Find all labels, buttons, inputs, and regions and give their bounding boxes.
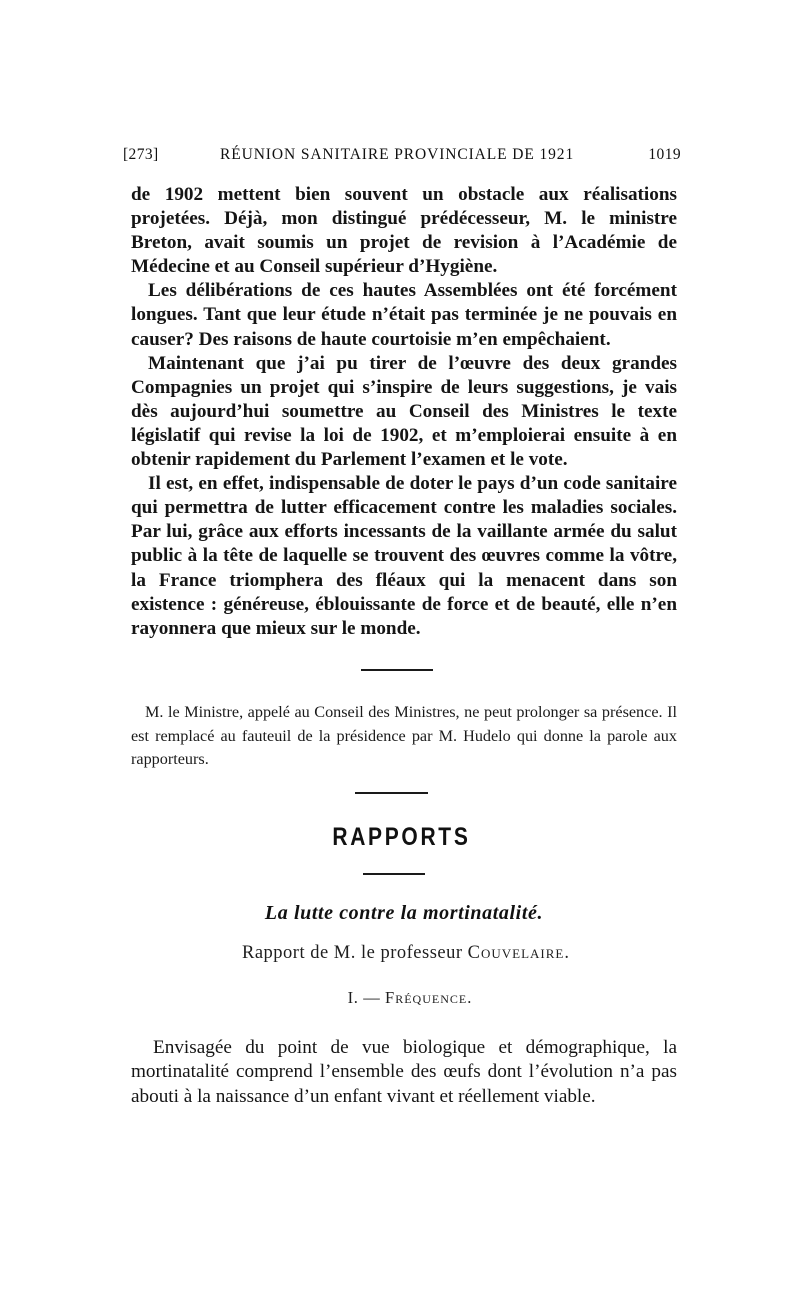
paragraph: Envisagée du point de vue biologique et démographique, la mortinatalité comprend l’ensemble des œufs dont l’évolution n’a pas abouti à la naissance d’un enfant vivant et réellement viable. xyxy=(131,1037,677,1107)
divider-rule xyxy=(355,792,428,794)
paragraph: Il est, en effet, indispensable de doter le pays d’un code sanitaire qui permettra de lutter efficacement contre les maladies sociales. Par lui, grâce aux efforts incessants de la vaillante armée du salut public à la tête de laquelle se trouvent des œuvres comme la vôtre, la France triomphera des fléaux qui la menacent dans son existence : généreuse, éblouissante de force et de beauté, elle n’en rayonnera que mieux sur le monde. xyxy=(131,473,677,639)
paragraph: Maintenant que j’ai pu tirer de l’œuvre des deux grandes Compagnies un projet qui s’inspire de leurs suggestions, je vais dès aujourd’hui soumettre au Conseil des Ministres le texte législatif qui revise la loi de 1902, et m’emploierai ensuite à en obtenir rapidement du Parlement l’examen et le vote. xyxy=(131,352,677,471)
speech-text xyxy=(131,183,677,641)
report-title: La lutte contre la mortinatalité. xyxy=(264,902,544,924)
divider-rule xyxy=(363,873,425,875)
subsection-number: I. — xyxy=(347,988,386,1007)
report-text xyxy=(131,1036,677,1109)
divider-rule xyxy=(361,669,433,671)
note-paragraph: M. le Ministre, appelé au Conseil des Ministres, ne peut prolonger sa présence. Il est remplacé au fauteuil de la présidence par M. Hudelo qui donne la parole aux rapporteurs. xyxy=(131,703,677,769)
section-title: RAPPORTS xyxy=(332,823,471,851)
subsection-title: Fréquence. xyxy=(385,988,473,1007)
running-head xyxy=(123,146,681,170)
page-reference: [273] xyxy=(123,146,159,163)
paragraph: Les délibérations de ces hautes Assemblées ont été forcément longues. Tant que leur étude n’était pas terminée je ne pouvais en causer? Des raisons de haute courtoisie m’en empêchaient. xyxy=(131,280,677,350)
report-author xyxy=(0,943,800,964)
paragraph: de 1902 mettent bien souvent un obstacle aux réalisations projetées. Déjà, mon distingué prédécesseur, M. le ministre Breton, avait soumis un projet de revision à l’Académie de Médecine et au Conseil supérieur d’Hygiène. xyxy=(131,184,677,278)
page-number: 1019 xyxy=(648,146,681,163)
running-title: RÉUNION SANITAIRE PROVINCIALE DE 1921 xyxy=(220,146,575,163)
author-prefix: Rapport de M. le professeur xyxy=(241,943,468,963)
subsection-heading xyxy=(0,988,800,1008)
author-name: Couvelaire. xyxy=(467,943,570,963)
session-note xyxy=(131,701,677,772)
